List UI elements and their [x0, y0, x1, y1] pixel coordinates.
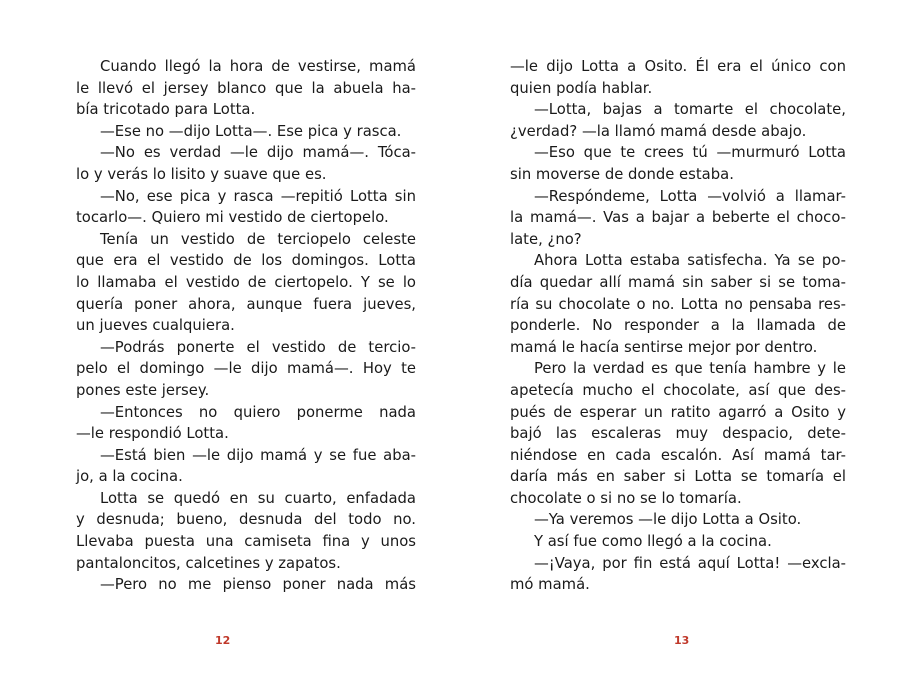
text-line: —Entonces no quiero ponerme nada [100, 403, 416, 421]
text-line: mó mamá. [510, 576, 590, 594]
text-line: pués de esperar un ratito agarró a Osito y [510, 403, 846, 421]
text-line: —Ya veremos —le dijo Lotta a Osito. [534, 511, 802, 529]
text-line: que era el vestido de los domingos. Lotta [76, 252, 416, 270]
text-line: —Ese no —dijo Lotta—. Ese pica y rasca. [100, 122, 402, 140]
text-line: —le dijo Lotta a Osito. Él era el único con [510, 58, 846, 75]
text-line: —Lotta, bajas a tomarte el chocolate, [534, 101, 846, 119]
text-line: pantaloncitos, calcetines y zapatos. [76, 554, 341, 572]
text-line: bía tricotado para Lotta. [76, 101, 256, 119]
text-line: —Está bien —le dijo mamá y se fue aba- [100, 446, 416, 464]
text-line: niéndose en cada escalón. Así mamá tar- [510, 446, 846, 464]
text-line: Tenía un vestido de terciopelo celeste [100, 230, 416, 248]
left-page [76, 56, 416, 596]
text-line: late, ¿no? [510, 230, 582, 248]
text-line: Ahora Lotta estaba satisfecha. Ya se po- [534, 252, 846, 270]
text-line: le llevó el jersey blanco que la abuela ha- [76, 79, 416, 97]
text-line: —No, ese pica y rasca —repitió Lotta sin [100, 187, 416, 205]
page-number-left: 12 [215, 634, 231, 647]
text-line: —Pero no me pienso poner nada más [100, 576, 416, 594]
text-line: Cuando llegó la hora de vestirse, mamá [100, 58, 416, 75]
page-number-right: 13 [674, 634, 690, 647]
text-line: lo llamaba el vestido de ciertopelo. Y se lo [76, 273, 416, 291]
text-line: —Podrás ponerte el vestido de tercio- [100, 338, 416, 356]
text-line: lo y verás lo lisito y suave que es. [76, 165, 327, 183]
text-line: ponderle. No responder a la llamada de [510, 317, 846, 335]
text-line: —¡Vaya, por fin está aquí Lotta! —excla- [534, 554, 846, 572]
text-line: tocarlo—. Quiero mi vestido de ciertopelo. [76, 209, 389, 227]
text-line: Pero la verdad es que tenía hambre y le [534, 360, 846, 378]
right-page [510, 56, 846, 596]
text-line: quien podía hablar. [510, 79, 653, 97]
text-line: y desnuda; bueno, desnuda del todo no. [76, 511, 416, 529]
text-line: apetecía mucho el chocolate, así que des- [510, 381, 846, 399]
text-line: sin moverse de donde estaba. [510, 165, 734, 183]
text-line: —le respondió Lotta. [76, 425, 229, 443]
text-line: chocolate o si no se lo tomaría. [510, 489, 742, 507]
text-line: ¿verdad? —la llamó mamá desde abajo. [510, 122, 807, 140]
text-line: —Respóndeme, Lotta —volvió a llamar- [534, 187, 846, 205]
text-line: bajó las escaleras muy despacio, dete- [510, 425, 846, 443]
text-line: quería poner ahora, aunque fuera jueves, [76, 295, 416, 313]
text-line: daría más en saber si Lotta se tomaría el [510, 468, 846, 486]
text-line: un jueves cualquiera. [76, 317, 235, 335]
text-line: Y así fue como llegó a la cocina. [534, 533, 772, 551]
text-line: día quedar allí mamá sin saber si se toma- [510, 273, 846, 291]
text-line: la mamá—. Vas a bajar a beberte el choco- [510, 209, 846, 227]
text-line: Llevaba puesta una camiseta fina y unos [76, 533, 416, 551]
text-line: jo, a la cocina. [76, 468, 183, 486]
text-line: ría su chocolate o no. Lotta no pensaba res- [510, 295, 846, 313]
text-line: pelo el domingo —le dijo mamá—. Hoy te [76, 360, 416, 378]
text-line: Lotta se quedó en su cuarto, enfadada [100, 489, 416, 507]
text-line: —Eso que te crees tú —murmuró Lotta [534, 144, 846, 162]
text-line: mamá le hacía sentirse mejor por dentro. [510, 338, 818, 356]
text-line: —No es verdad —le dijo mamá—. Tóca- [100, 144, 416, 162]
text-line: pones este jersey. [76, 381, 210, 399]
